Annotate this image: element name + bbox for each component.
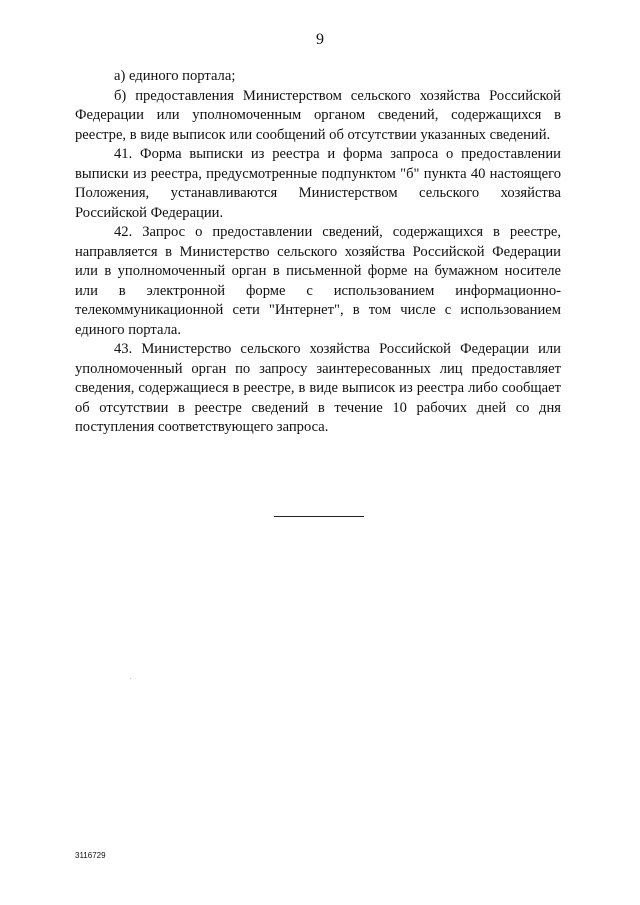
document-body bbox=[75, 67, 561, 438]
scan-artifact-dot bbox=[130, 678, 131, 679]
end-separator-line bbox=[274, 516, 364, 517]
paragraph-42: 42. Запрос о предоставлении сведений, содержащихся в реестре, направляется в Министерство сельского хозяйства Российской Федерации или в уполномоченный орган в письменной форме на бумажном носителе или в электронной форме с использованием информационно-телекоммуникационной сети "Интернет", в том числе с использованием единого портала. bbox=[75, 224, 561, 338]
document-code: 3116729 bbox=[75, 851, 106, 860]
paragraph-item-b: б) предоставления Министерством сельского хозяйства Российской Федерации или уполномоченным органом сведений, содержащихся в реестре, в виде выписок или сообщений об отсутствии указанных сведений. bbox=[75, 87, 561, 143]
paragraph-41: 41. Форма выписки из реестра и форма запроса о предоставлении выписки из реестра, предусмотренные подпунктом "б" пункта 40 настоящего Положения, устанавливаются Министерством сельского хозяйства Российской Федерации. bbox=[75, 146, 561, 221]
page-number: 9 bbox=[316, 31, 324, 48]
paragraph-43: 43. Министерство сельского хозяйства Российской Федерации или уполномоченный орган по запросу заинтересованных лиц предоставляет сведения, содержащиеся в реестре, в виде выписок из реестра либо сообщает об отсутствии в реестре сведений в течение 10 рабочих дней со дня поступления соответствующего запроса. bbox=[75, 341, 561, 435]
paragraph-item-a: а) единого портала; bbox=[114, 68, 236, 84]
